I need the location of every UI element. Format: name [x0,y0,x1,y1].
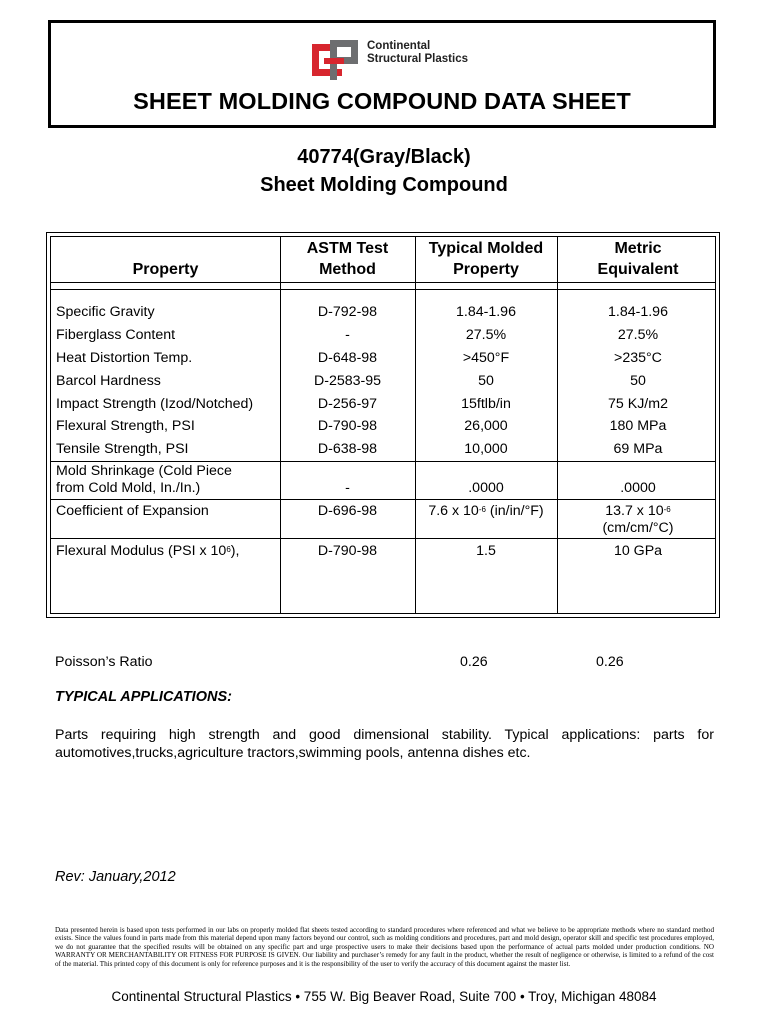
row-typical: 15ftlb/in [461,396,511,412]
row-method: D-2583-95 [313,373,382,389]
properties-table [46,232,720,618]
row-method: D-638-98 [317,441,378,457]
poisson-metric: 0.26 [596,654,624,670]
header-property: Property [132,261,199,278]
row-property: Mold Shrinkage (Cold Piece from Cold Mold, In./In.) [56,463,232,496]
applications-title: TYPICAL APPLICATIONS: [55,689,232,705]
poisson-typical: 0.26 [460,654,488,670]
row-property: Coefficient of Expansion [56,503,209,519]
row-property: Specific Gravity [56,304,155,320]
row-typical: >450°F [462,350,510,366]
row-method: D-256-97 [317,396,378,412]
row-property: Heat Distortion Temp. [56,350,193,366]
header-typical-property: Typical Molded Property [428,240,544,278]
product-code: 40774(Gray/Black) [297,146,471,168]
header-metric-equivalent: Metric Equivalent [597,240,679,278]
row-typical: 1.5 [476,543,496,559]
row-property: Flexural Strength, PSI [56,418,195,434]
applications-text: Parts requiring high strength and good dimensional stability. Typical applications: parts for automotives,trucks,agriculture tractors,swimming pools, antenna dishes etc. [55,727,714,761]
logo-line-1: Continental [367,40,431,52]
row-metric: 180 MPa [609,418,667,434]
row-property: Fiberglass Content [56,327,176,343]
row-method: D-648-98 [317,350,378,366]
disclaimer-text: Data presented herein is based upon tests performed in our labs on properly molded flat sheets tested according to standard procedures where referenced and what we believe to be appropriate methods where no standard method exists. Since the values found in parts made from this material depend upon many factors beyond our control, such as molding conditions and procedures, part and mold design, operator skill and specific test procedures employed, we do not guarantee that the specified results will be obtained on any specific part and urge prospective users to make their decisions based upon the performance of actual parts molded under production conditions. NO WARRANTY OR MERCHANTABILITY OR FITNESS FOR PURPOSE IS GIVEN. Our liability and purchaser’s remedy for any fault in the product, whether the result of negligence or otherwise, is limited to a refund of the cost of the material. This printed copy of this document is only for reference purposes and it is the responsibility of the user to verify the accuracy of this document against the master list. [55,926,714,968]
row-property: Flexural Modulus (PSI x $10^6$), [56,543,240,559]
poisson-label: Poisson’s Ratio [55,654,153,670]
row-typical: 26,000 [464,418,508,434]
row-metric: >235°C [614,350,662,366]
product-name: Sheet Molding Compound [260,174,508,196]
row-divider [51,461,715,462]
table-inner-frame [50,236,716,614]
revision-date: Rev: January,2012 [55,869,176,885]
row-typical: 27.5% [465,327,507,343]
row-property: Tensile Strength, PSI [56,441,189,457]
row-metric: 13.7 x $10^{-6}$ (cm/cm/°C) [602,503,674,536]
row-method: - [345,480,350,496]
row-typical: 7.6 x $10^{-6}$ (in/in/°F) [428,503,544,519]
row-divider [51,538,715,539]
header-box [48,20,716,128]
row-metric: 69 MPa [613,441,663,457]
row-typical: 50 [478,373,494,389]
product-heading [0,143,768,199]
row-typical: 1.84-1.96 [456,304,516,320]
row-property: Impact Strength (Izod/Notched) [56,396,254,412]
row-method: D-790-98 [317,418,378,434]
document-title: SHEET MOLDING COMPOUND DATA SHEET [133,88,631,114]
row-metric: 75 KJ/m2 [608,396,668,412]
row-metric: .0000 [620,480,656,496]
row-metric: 50 [630,373,646,389]
csp-logo-icon [310,38,364,82]
header-astm-method: ASTM Test Method [306,240,389,278]
row-method: - [345,327,350,343]
row-metric: 10 GPa [613,543,663,559]
footer-address: Continental Structural Plastics • 755 W. Big Beaver Road, Suite 700 • Troy, Michigan 48084 [111,989,657,1004]
row-property: Barcol Hardness [56,373,161,389]
row-method: D-790-98 [317,543,378,559]
row-divider [51,499,715,500]
logo-line-2: Structural Plastics [367,53,468,65]
row-typical: .0000 [468,480,504,496]
row-method: D-792-98 [317,304,378,320]
row-metric: 1.84-1.96 [608,304,668,320]
company-logo [310,38,490,84]
row-metric: 27.5% [617,327,659,343]
row-divider [51,289,715,290]
row-method: D-696-98 [317,503,378,519]
logo-wordmark [367,40,468,66]
header-divider [51,282,715,283]
row-typical: 10,000 [464,441,508,457]
